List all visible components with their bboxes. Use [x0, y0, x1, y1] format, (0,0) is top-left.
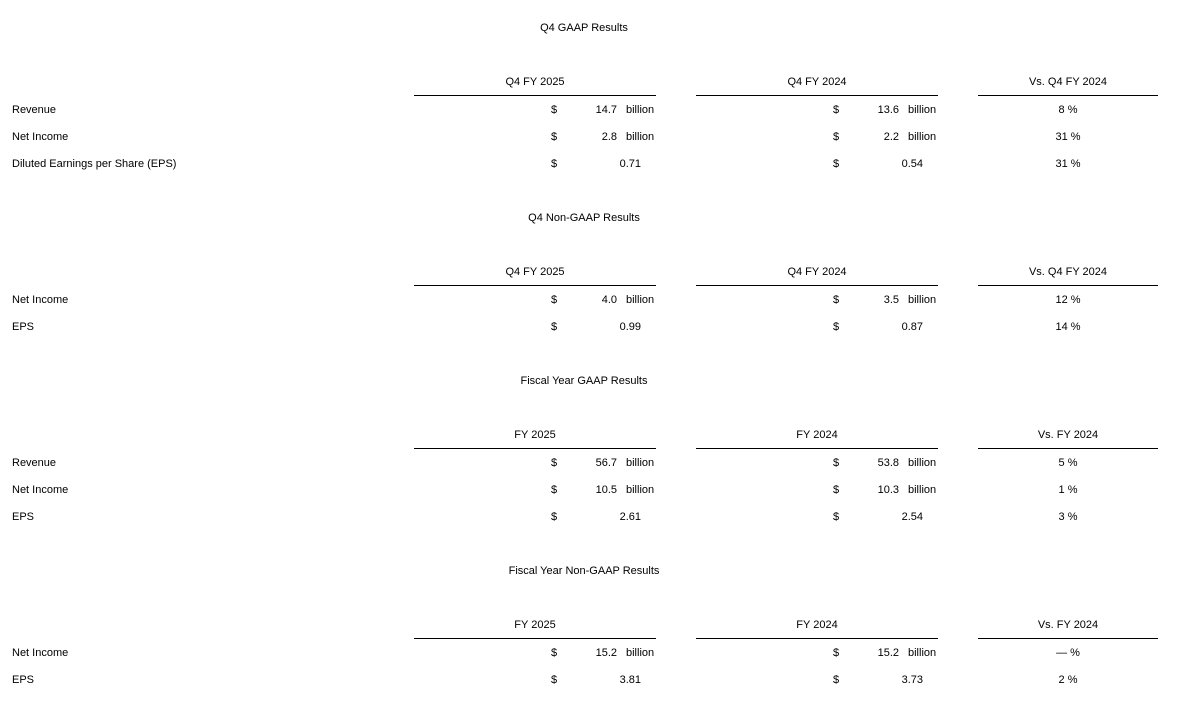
table-row — [0, 158, 1181, 172]
table-row — [0, 321, 1181, 335]
column-header: Q4 FY 2025 — [505, 76, 565, 88]
results-section — [0, 565, 1181, 715]
value-cell: 0.54 — [901, 158, 923, 170]
currency-symbol: $ — [551, 158, 558, 170]
percent-change: 31 % — [1055, 131, 1081, 143]
table-row — [0, 647, 1181, 661]
header-rule — [978, 638, 1158, 639]
value-cell: 3.73 — [901, 674, 923, 686]
table-row — [0, 131, 1181, 145]
value-cell: 10.5 — [595, 484, 617, 496]
currency-symbol: $ — [833, 647, 840, 659]
results-section — [0, 22, 1181, 172]
percent-change: 31 % — [1055, 158, 1081, 170]
value-cell: 0.87 — [901, 321, 923, 333]
value-cell: 3.81 — [619, 674, 641, 686]
unit-label: billion — [908, 457, 937, 469]
value-cell: 10.3 — [877, 484, 899, 496]
row-label: Net Income — [12, 484, 69, 496]
table-row — [0, 674, 1181, 688]
value-cell: 3.5 — [883, 294, 899, 306]
currency-symbol: $ — [551, 647, 558, 659]
header-rule — [696, 285, 938, 286]
unit-label: billion — [626, 294, 655, 306]
row-label: Revenue — [12, 104, 57, 116]
currency-symbol: $ — [551, 674, 558, 686]
value-cell: 13.6 — [877, 104, 899, 116]
value-cell: 2.8 — [601, 131, 617, 143]
unit-label: billion — [908, 104, 937, 116]
header-rule — [414, 448, 656, 449]
currency-symbol: $ — [833, 674, 840, 686]
row-label: Revenue — [12, 457, 57, 469]
column-header: Vs. Q4 FY 2024 — [1028, 266, 1108, 278]
unit-label: billion — [908, 294, 937, 306]
currency-symbol: $ — [833, 158, 840, 170]
header-rule — [696, 638, 938, 639]
value-cell: 0.71 — [619, 158, 641, 170]
row-label: EPS — [12, 321, 35, 333]
currency-symbol: $ — [551, 294, 558, 306]
section-title: Fiscal Year GAAP Results — [520, 375, 648, 387]
percent-change: 3 % — [1058, 511, 1078, 523]
currency-symbol: $ — [551, 511, 558, 523]
currency-symbol: $ — [551, 457, 558, 469]
header-rule — [696, 448, 938, 449]
row-label: Net Income — [12, 131, 69, 143]
column-header: Q4 FY 2024 — [787, 266, 847, 278]
column-header: Vs. FY 2024 — [1037, 429, 1099, 441]
row-label: Diluted Earnings per Share (EPS) — [12, 158, 177, 170]
header-rule — [978, 285, 1158, 286]
value-cell: 0.99 — [619, 321, 641, 333]
table-row — [0, 511, 1181, 525]
header-rule — [414, 285, 656, 286]
column-header: FY 2025 — [514, 619, 556, 631]
unit-label: billion — [626, 647, 655, 659]
currency-symbol: $ — [551, 484, 558, 496]
value-cell: 4.0 — [601, 294, 617, 306]
value-cell: 56.7 — [595, 457, 617, 469]
currency-symbol: $ — [551, 131, 558, 143]
header-rule — [414, 95, 656, 96]
header-rule — [414, 638, 656, 639]
column-header: Vs. Q4 FY 2024 — [1028, 76, 1108, 88]
row-label: EPS — [12, 511, 35, 523]
table-row — [0, 294, 1181, 308]
results-section — [0, 375, 1181, 525]
unit-label: billion — [908, 647, 937, 659]
currency-symbol: $ — [551, 321, 558, 333]
row-label: Net Income — [12, 647, 69, 659]
table-row — [0, 457, 1181, 471]
column-header: FY 2024 — [796, 429, 838, 441]
column-header: Q4 FY 2025 — [505, 266, 565, 278]
unit-label: billion — [908, 484, 937, 496]
header-rule — [978, 448, 1158, 449]
percent-change: 1 % — [1058, 484, 1078, 496]
column-header: FY 2025 — [514, 429, 556, 441]
header-rule — [696, 95, 938, 96]
percent-change: — % — [1056, 647, 1080, 659]
section-title: Q4 GAAP Results — [540, 22, 628, 34]
percent-change: 12 % — [1055, 294, 1081, 306]
unit-label: billion — [908, 131, 937, 143]
currency-symbol: $ — [551, 104, 558, 116]
section-title: Q4 Non-GAAP Results — [528, 212, 640, 224]
currency-symbol: $ — [833, 104, 840, 116]
column-header: Q4 FY 2024 — [787, 76, 847, 88]
table-row — [0, 104, 1181, 118]
column-header: Vs. FY 2024 — [1037, 619, 1099, 631]
column-header: FY 2024 — [796, 619, 838, 631]
row-label: EPS — [12, 674, 35, 686]
percent-change: 2 % — [1058, 674, 1078, 686]
value-cell: 2.54 — [901, 511, 923, 523]
currency-symbol: $ — [833, 511, 840, 523]
value-cell: 15.2 — [877, 647, 899, 659]
value-cell: 2.2 — [883, 131, 899, 143]
currency-symbol: $ — [833, 131, 840, 143]
currency-symbol: $ — [833, 484, 840, 496]
table-row — [0, 484, 1181, 498]
percent-change: 8 % — [1058, 104, 1078, 116]
currency-symbol: $ — [833, 294, 840, 306]
header-rule — [978, 95, 1158, 96]
value-cell: 2.61 — [619, 511, 641, 523]
unit-label: billion — [626, 104, 655, 116]
percent-change: 14 % — [1055, 321, 1081, 333]
percent-change: 5 % — [1058, 457, 1078, 469]
unit-label: billion — [626, 457, 655, 469]
currency-symbol: $ — [833, 457, 840, 469]
value-cell: 15.2 — [595, 647, 617, 659]
unit-label: billion — [626, 484, 655, 496]
currency-symbol: $ — [833, 321, 840, 333]
row-label: Net Income — [12, 294, 69, 306]
section-title: Fiscal Year Non-GAAP Results — [508, 565, 660, 577]
value-cell: 14.7 — [595, 104, 617, 116]
unit-label: billion — [626, 131, 655, 143]
results-section — [0, 212, 1181, 362]
value-cell: 53.8 — [877, 457, 899, 469]
